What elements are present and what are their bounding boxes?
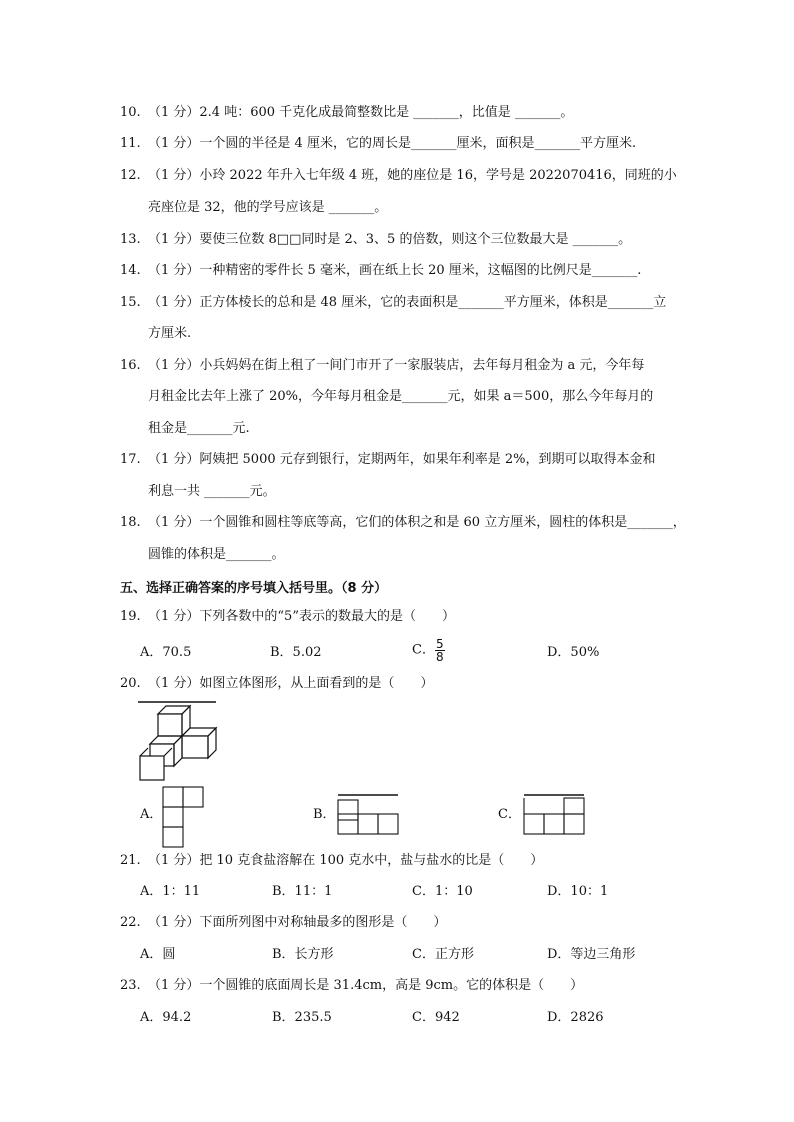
question-number: 20. bbox=[120, 676, 141, 691]
question-number: 23. bbox=[120, 978, 141, 993]
option-b[interactable]: B． bbox=[313, 807, 336, 822]
option-a[interactable]: A． bbox=[140, 807, 163, 822]
fraction-numerator: 5 bbox=[435, 637, 444, 651]
question-number: 10. bbox=[120, 105, 141, 120]
option-a[interactable]: A．1：11 bbox=[140, 884, 201, 899]
option-a[interactable]: A．94.2 bbox=[140, 1010, 192, 1025]
question-text: （1 分）要使三位数 8□□同时是 2、3、5 的倍数，则这个三位数最大是 _______。 bbox=[148, 232, 632, 247]
option-c[interactable]: C． bbox=[498, 807, 521, 822]
question-text-continued: 利息一共 _______元。 bbox=[148, 484, 276, 499]
question-text: （1 分）小兵妈妈在街上租了一间门市开了一家服装店，去年每月租金为 a 元，今年每 bbox=[148, 358, 645, 373]
question-text: （1 分）把 10 克食盐溶解在 100 克水中，盐与盐水的比是（ ） bbox=[148, 853, 544, 868]
question-text-continued: 方厘米. bbox=[148, 326, 192, 341]
question-text-continued: 圆锥的体积是_______。 bbox=[148, 547, 285, 562]
question-number: 22. bbox=[120, 915, 141, 930]
fraction-denominator: 8 bbox=[435, 650, 444, 664]
question-number: 18. bbox=[120, 515, 141, 530]
option-b[interactable]: B．235.5 bbox=[272, 1010, 332, 1025]
question-number: 21. bbox=[120, 853, 141, 868]
option-c[interactable]: C．正方形 bbox=[412, 947, 474, 962]
question-text: （1 分）下面所列图中对称轴最多的图形是（ ） bbox=[148, 915, 447, 930]
option-b[interactable]: B．11：1 bbox=[272, 884, 333, 899]
question-number: 12. bbox=[120, 168, 141, 183]
option-b[interactable]: B．5.02 bbox=[270, 645, 322, 660]
question-number: 17. bbox=[120, 452, 141, 467]
question-text: （1 分）一个圆锥和圆柱等底等高，它们的体积之和是 60 立方厘米，圆柱的体积是_______， bbox=[148, 515, 686, 530]
question-text: （1 分）正方体棱长的总和是 48 厘米，它的表面积是_______平方厘米，体积是_______立 bbox=[148, 295, 667, 310]
question-text: （1 分）2.4 吨：600 千克化成最简整数比是 _______，比值是 _______。 bbox=[148, 105, 574, 120]
question-number: 13. bbox=[120, 232, 141, 247]
fraction bbox=[435, 638, 445, 663]
question-text: （1 分）下列各数中的“5”表示的数最大的是（ ） bbox=[148, 609, 455, 624]
question-text: （1 分）一个圆的半径是 4 厘米，它的周长是_______厘米，面积是_______平方厘米. bbox=[148, 136, 637, 151]
section-heading: 五、选择正确答案的序号填入括号里。（8 分） bbox=[120, 581, 388, 596]
option-d[interactable]: D．2826 bbox=[547, 1010, 604, 1025]
question-text-continued: 月租金比去年上涨了 20%，今年每月租金是_______元，如果 a＝500，那么今年每月的 bbox=[148, 389, 654, 404]
question-number: 11. bbox=[120, 136, 141, 151]
option-c[interactable]: C．942 bbox=[412, 1010, 460, 1025]
question-text: （1 分）如图立体图形，从上面看到的是（ ） bbox=[148, 676, 434, 691]
option-a[interactable]: A．圆 bbox=[140, 947, 176, 962]
question-text-continued: 租金是_______元. bbox=[148, 421, 250, 436]
option-b-figure bbox=[338, 794, 400, 836]
question-number: 19. bbox=[120, 609, 141, 624]
question-text-continued: 亮座位是 32，他的学号应该是 _______。 bbox=[148, 200, 388, 215]
option-d[interactable]: D．50% bbox=[547, 645, 600, 660]
cube-figure bbox=[136, 700, 220, 784]
question-text: （1 分）阿姨把 5000 元存到银行，定期两年，如果年利率是 2%，到期可以取得本金和 bbox=[148, 452, 656, 467]
question-text: （1 分）一个圆锥的底面周长是 31.4cm，高是 9cm。它的体积是（ ） bbox=[148, 978, 584, 993]
option-d[interactable]: D．10：1 bbox=[547, 884, 609, 899]
question-text: （1 分）一种精密的零件长 5 毫米，画在纸上长 20 厘米，这幅图的比例尺是_______. bbox=[148, 263, 642, 278]
question-text: （1 分）小玲 2022 年升入七年级 4 班，她的座位是 16，学号是 2022070416，同班的小 bbox=[148, 168, 677, 183]
question-number: 16. bbox=[120, 358, 141, 373]
option-label: C． bbox=[412, 642, 435, 658]
option-d[interactable]: D．等边三角形 bbox=[547, 947, 636, 962]
option-a[interactable]: A．70.5 bbox=[140, 645, 192, 660]
question-number: 14. bbox=[120, 263, 141, 278]
option-a-figure bbox=[163, 787, 207, 851]
question-number: 15. bbox=[120, 295, 141, 310]
option-b[interactable]: B．长方形 bbox=[272, 947, 334, 962]
option-c[interactable] bbox=[412, 638, 445, 663]
option-c[interactable]: C．1：10 bbox=[412, 884, 473, 899]
option-c-figure bbox=[524, 794, 586, 836]
